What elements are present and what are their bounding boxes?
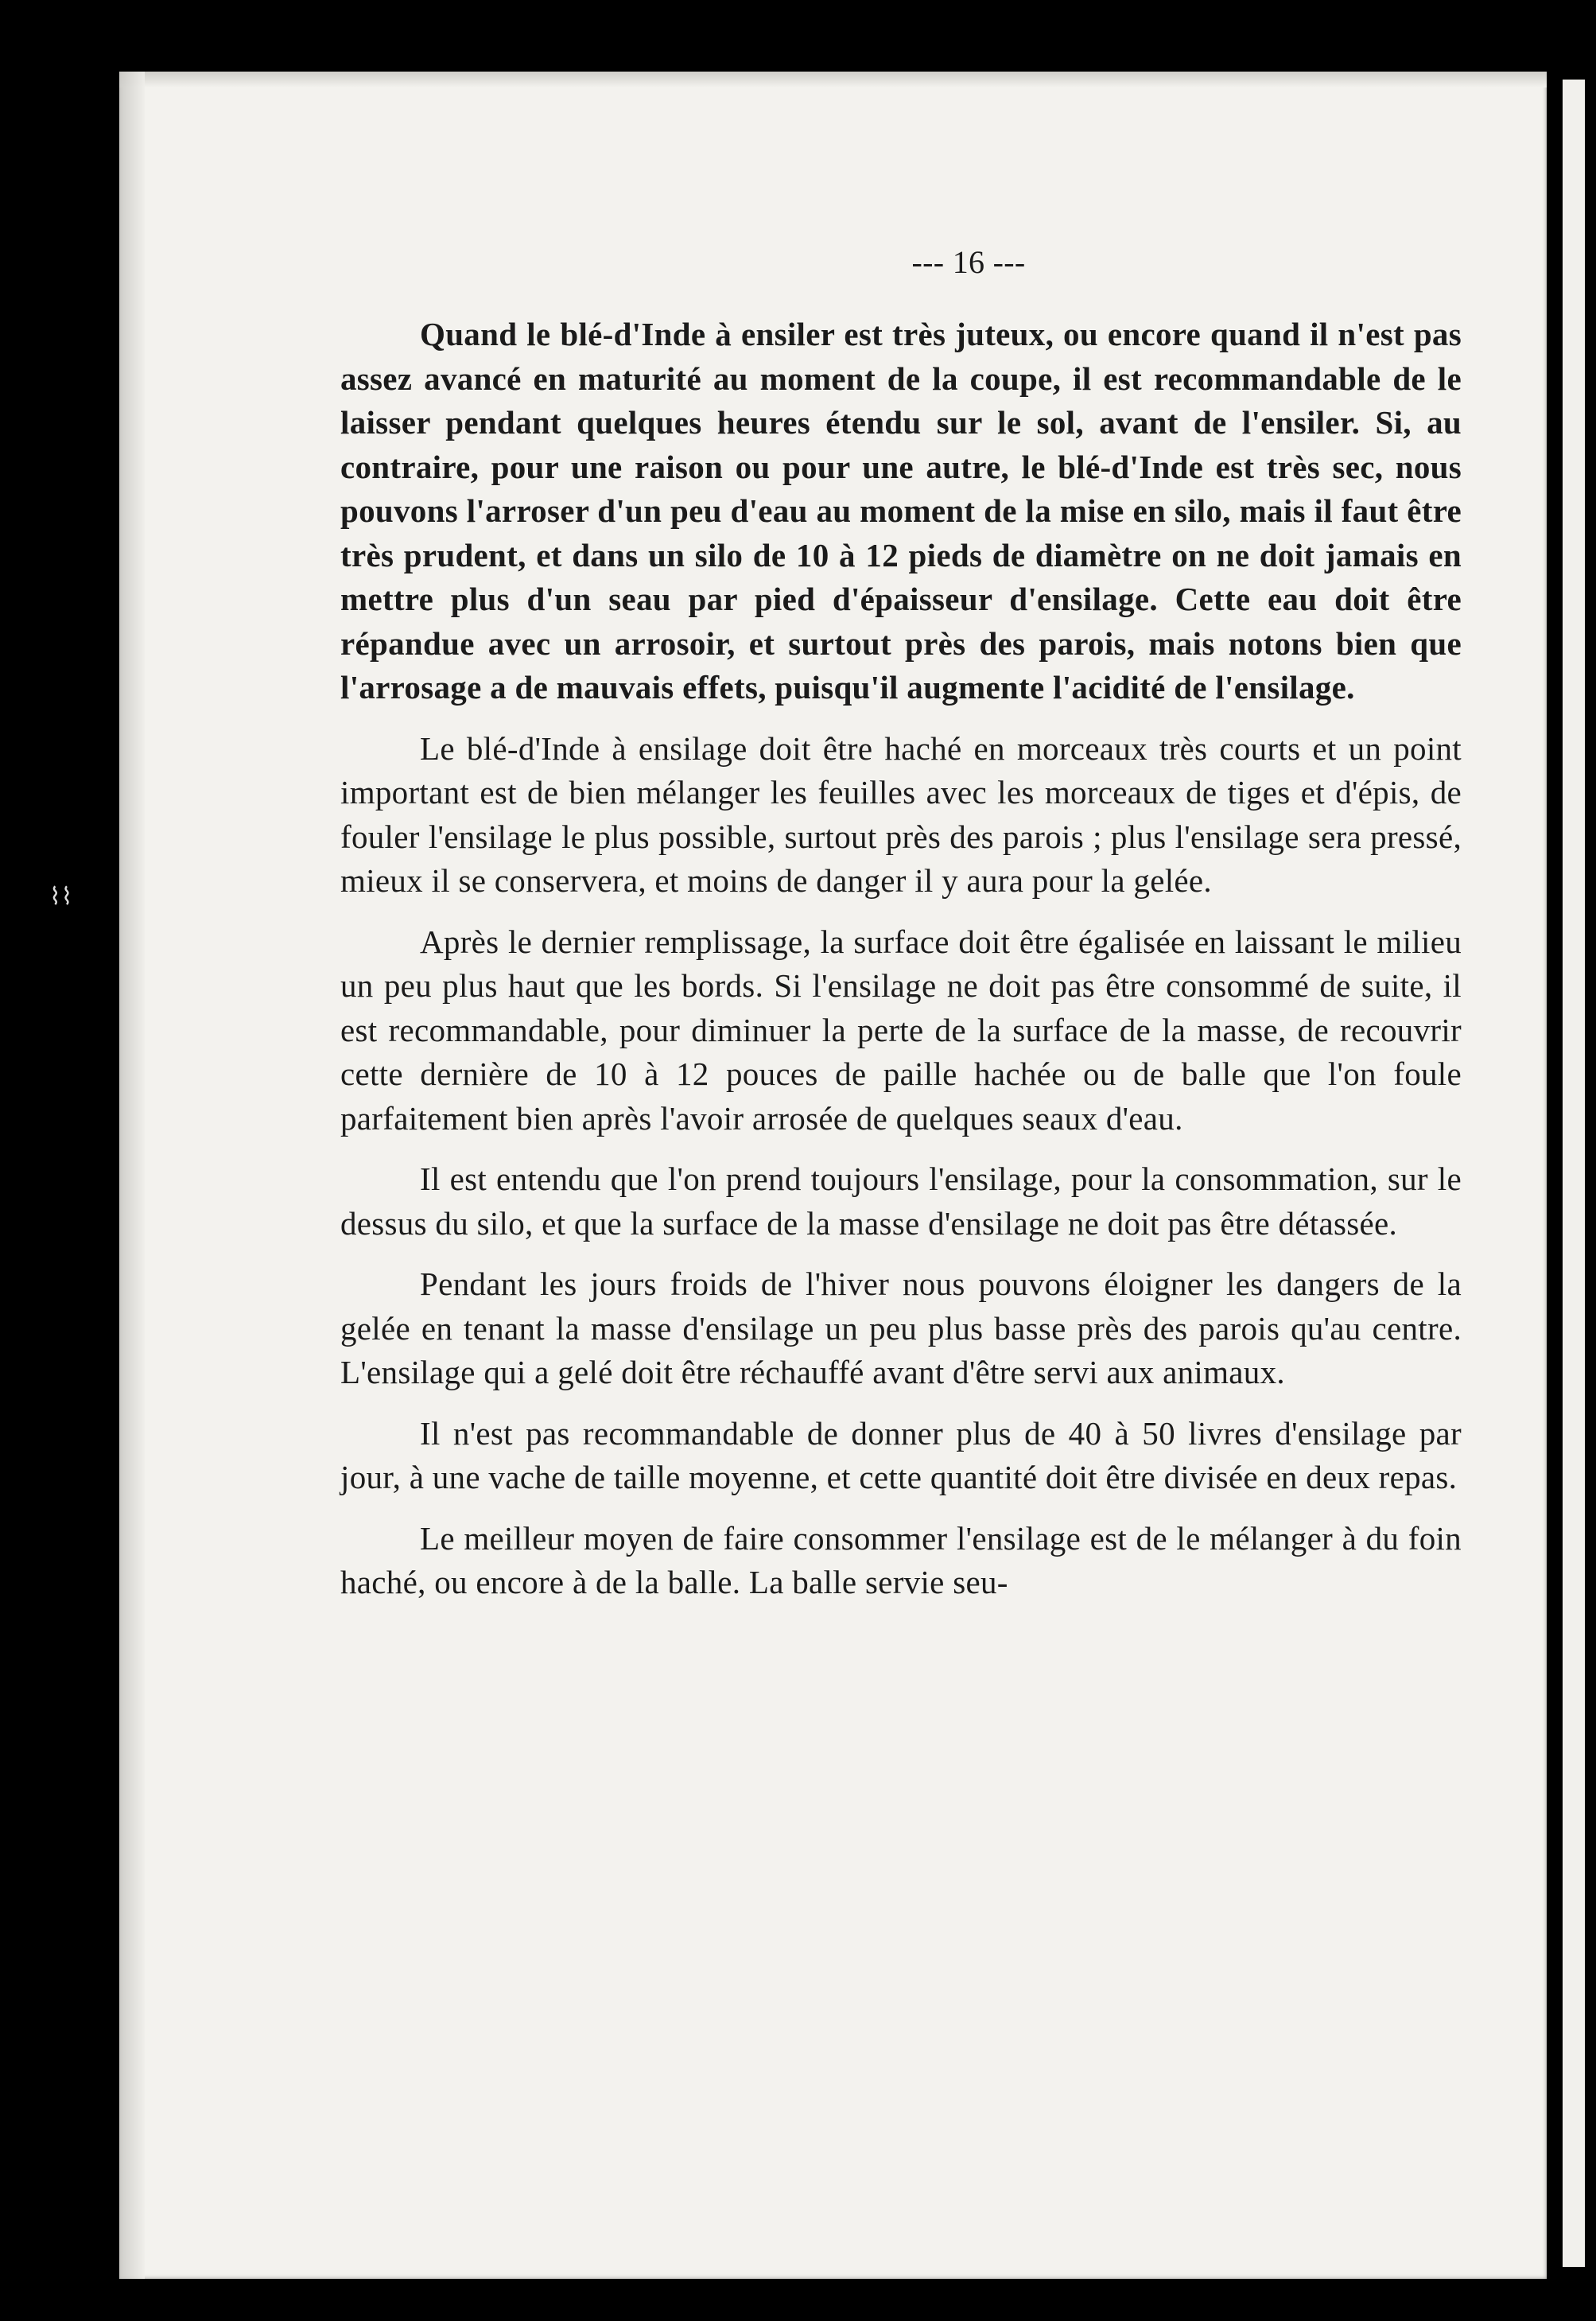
adjacent-page-edge: [1563, 80, 1585, 2267]
binding-stain-mark: ⌇⌇: [49, 883, 73, 911]
paragraph-2: Le blé-d'Inde à ensilage doit être haché en morceaux très courts et un point important est de bien mélanger les feuilles avec les morceaux de tiges et d'épis, de fouler l'ensilage le plus possible, surtout près des parois ; plus l'ensilage sera pressé, mieux il se conservera, et moins de danger il y aura pour la gelée.: [340, 729, 1462, 899]
page-number: --- 16 ---: [911, 244, 1026, 280]
paragraph-1: Quand le blé-d'Inde à ensiler est très juteux, ou encore quand il n'est pas assez avancé en maturité au moment de la coupe, il est recommandable de le laisser pendant quelques heures étendu sur le sol, avant de l'ensiler. Si, au contraire, pour une raison ou pour une autre, le blé-d'Inde est très sec, nous pouvons l'arroser d'un peu d'eau au moment de la mise en silo, mais il faut être très prudent, et dans un silo de 10 à 12 pieds de diamètre on ne doit jamais en mettre plus d'un seau par pied d'épaisseur d'ensilage. Cette eau doit être répandue avec un arrosoir, et surtout près des parois, mais notons bien que l'arrosage a de mauvais effets, puisqu'il augmente l'acidité de l'ensilage.: [340, 316, 1462, 706]
paragraph-3: Après le dernier remplissage, la surface doit être égalisée en laissant le milieu un peu plus haut que les bords. Si l'ensilage ne doit pas être consommé de suite, il est recommandable, pour diminuer la perte de la surface de la masse, de recouvrir cette dernière de 10 à 12 pouces de paille hachée ou de balle que l'on foule parfaitement bien après l'avoir arrosée de quelques seaux d'eau.: [340, 923, 1462, 1137]
paragraph-4: Il est entendu que l'on prend toujours l'ensilage, pour la consommation, sur le dessus du silo, et que la surface de la masse d'ensilage ne doit pas être détassée.: [340, 1160, 1462, 1242]
page-text-block: [340, 243, 1462, 1622]
page-top-edge: [119, 72, 1547, 87]
paragraph-5: Pendant les jours froids de l'hiver nous pouvons éloigner les dangers de la gelée en tenant la masse d'ensilage un peu plus basse près des parois qu'au centre. L'ensilage qui a gelé doit être réchauffé avant d'être servi aux animaux.: [340, 1265, 1462, 1390]
paragraph-6: Il n'est pas recommandable de donner plus de 40 à 50 livres d'ensilage par jour, à une vache de taille moyenne, et cette quantité doit être divisée en deux repas.: [340, 1414, 1462, 1495]
paragraph-7: Le meilleur moyen de faire consommer l'ensilage est de le mélanger à du foin haché, ou encore à de la balle. La balle servie seu-: [340, 1519, 1462, 1600]
page-binding-edge: [119, 72, 145, 2279]
